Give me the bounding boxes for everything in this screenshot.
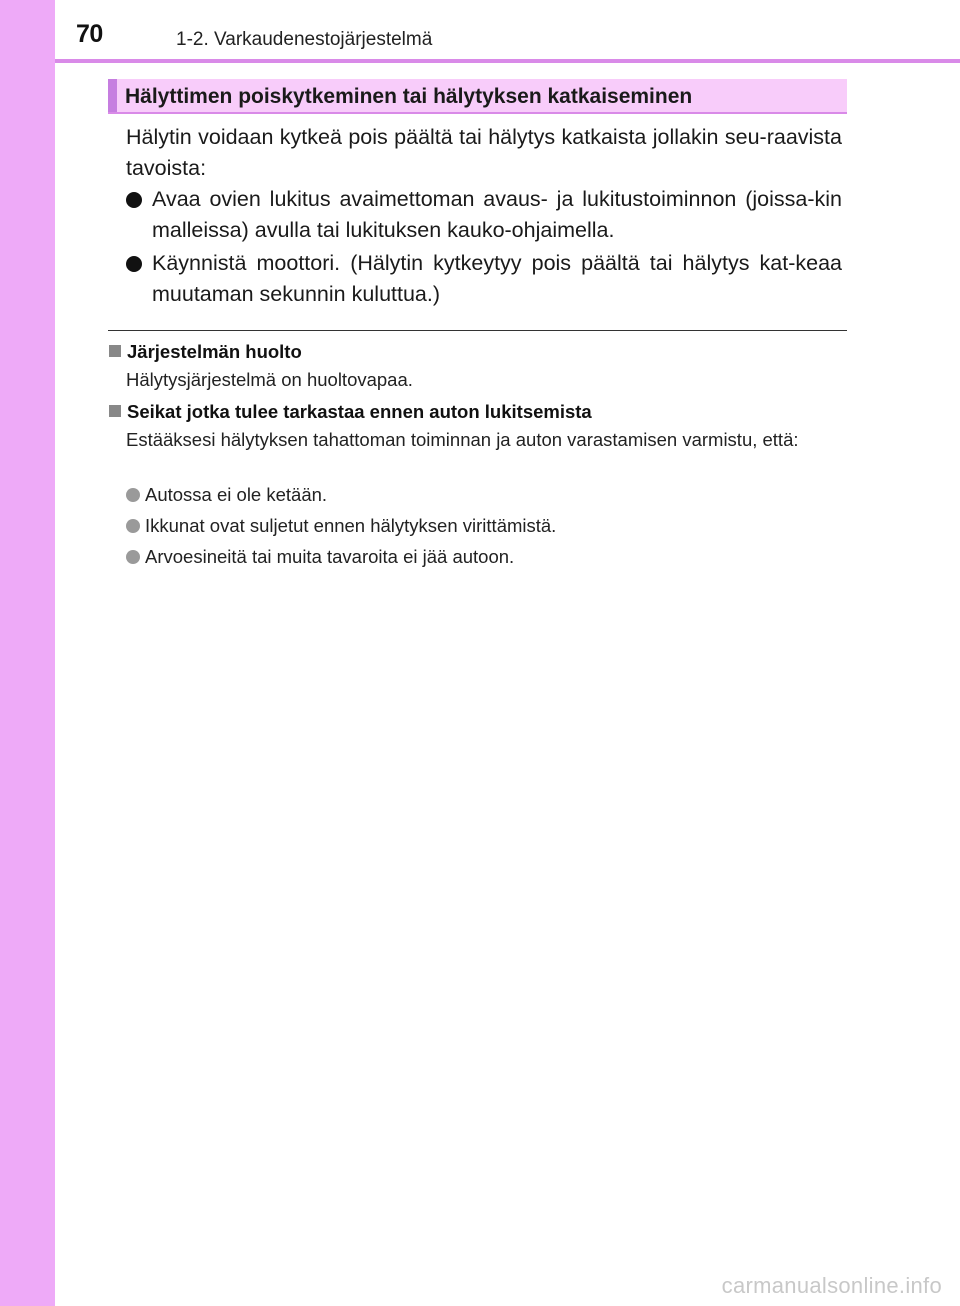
section-title: Hälyttimen poiskytkeminen tai hälytyksen katkaiseminen <box>125 85 693 108</box>
list-item <box>126 484 327 506</box>
bullet-dot-icon <box>126 192 142 208</box>
list-item <box>126 184 842 246</box>
chapter-title: 1-2. Varkaudenestojärjestelmä <box>176 29 433 50</box>
note-body: Hälytysjärjestelmä on huoltovapaa. <box>126 369 413 390</box>
bullet-dot-icon <box>126 488 140 502</box>
list-item-text: Käynnistä moottori. (Hälytin kytkeytyy pois päältä tai hälytys kat-keaa muutaman sekunnin kuluttua.) <box>152 251 842 306</box>
list-item <box>126 546 514 568</box>
square-bullet-icon <box>109 345 121 357</box>
bullet-dot-icon <box>126 519 140 533</box>
note-body: Estääksesi hälytyksen tahattoman toiminnan ja auton varastamisen varmistu, että: <box>126 429 799 450</box>
note-heading <box>109 341 302 363</box>
page-number: 70 <box>76 20 103 48</box>
section-divider <box>108 330 847 331</box>
section-intro: Hälytin voidaan kytkeä pois päältä tai hälytys katkaista jollakin seu-raavista tavoista: <box>126 125 842 180</box>
left-margin-band <box>0 0 55 1306</box>
section-accent-bar <box>108 79 117 112</box>
note-heading <box>109 401 592 423</box>
note-heading-text: Järjestelmän huolto <box>127 341 302 362</box>
list-item <box>126 248 842 310</box>
list-item-text: Ikkunat ovat suljetut ennen hälytyksen virittämistä. <box>145 515 557 536</box>
bullet-dot-icon <box>126 256 142 272</box>
list-item-text: Avaa ovien lukitus avaimettoman avaus- ja lukitustoiminnon (joissa-kin malleissa) avulla tai lukituksen kauko-ohjaimella. <box>152 187 842 242</box>
list-item <box>126 515 556 537</box>
note-heading-text: Seikat jotka tulee tarkastaa ennen auton lukitsemista <box>127 401 592 422</box>
header-rule <box>55 59 960 63</box>
watermark: carmanualsonline.info <box>721 1273 942 1298</box>
square-bullet-icon <box>109 405 121 417</box>
list-item-text: Autossa ei ole ketään. <box>145 484 328 505</box>
bullet-dot-icon <box>126 550 140 564</box>
list-item-text: Arvoesineitä tai muita tavaroita ei jää autoon. <box>145 546 515 567</box>
